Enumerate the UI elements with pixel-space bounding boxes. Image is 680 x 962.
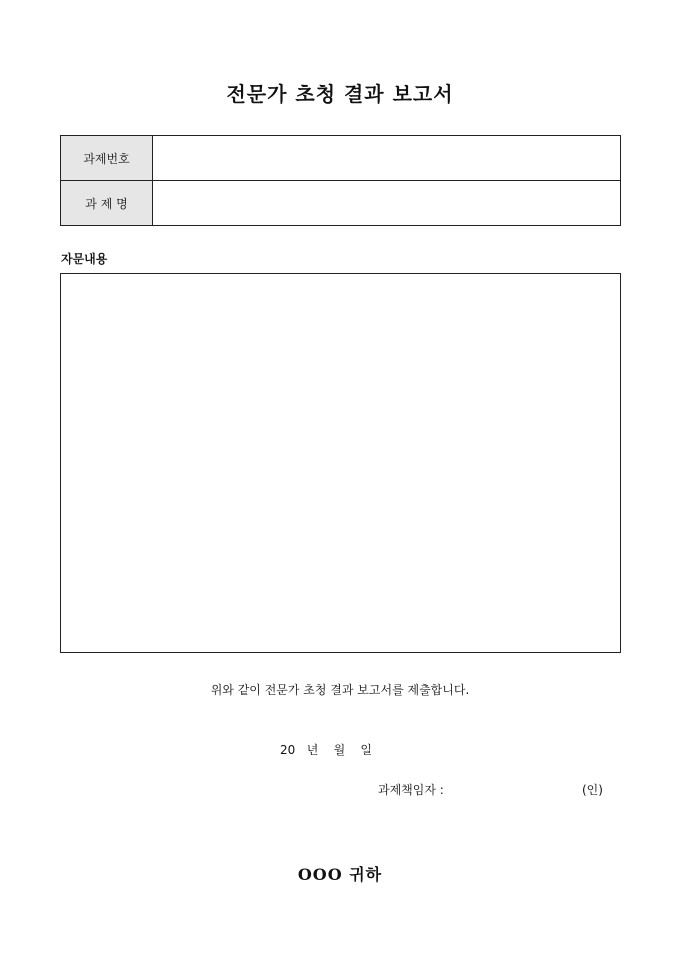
submission-statement: 위와 같이 전문가 초청 결과 보고서를 제출합니다. xyxy=(210,683,470,697)
project-name-label: 과 제 명 xyxy=(61,181,153,226)
project-number-field[interactable] xyxy=(153,136,621,181)
seal-mark: (인) xyxy=(582,783,603,797)
project-info-table xyxy=(60,135,621,226)
project-number-label: 과제번호 xyxy=(61,136,153,181)
project-leader-label: 과제책임자 : xyxy=(378,783,444,797)
advisory-content-label: 자문내용 xyxy=(61,252,108,266)
recipient-line: OOO 귀하 xyxy=(297,865,383,884)
advisory-content-box[interactable] xyxy=(60,273,621,653)
table-row xyxy=(61,136,621,181)
table-row xyxy=(61,181,621,226)
date-line: 20 년 월 일 xyxy=(280,743,373,757)
document-title: 전문가 초청 결과 보고서 xyxy=(226,82,454,106)
project-name-field[interactable] xyxy=(153,181,621,226)
